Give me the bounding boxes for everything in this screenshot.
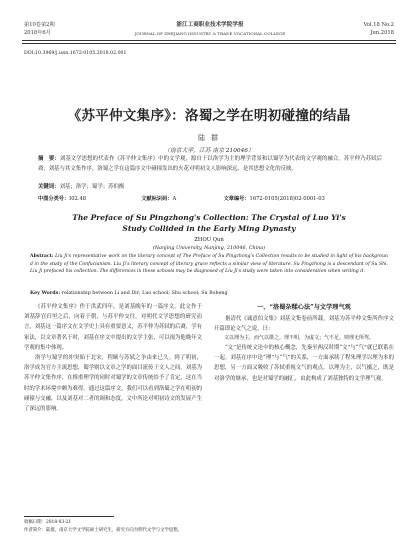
header-rule-thin <box>22 43 396 44</box>
journal-date: 2018年6月 <box>24 30 51 36</box>
body-paragraph: 《苏平仲文集序》作于洪武四年，是刘基晚年的一篇序文。此文作于刘基辞官归里之后，向着于朝，与苏平仲交往。对明代文学思想的研究而言，刘基这一篇序文在文学史上具有重要意义，苏平仲为苏轼的后裔，学有家法，以文章著名于时，刘基在序文中提出的文学主张，可以视为他晚年文学观的集中体现。 <box>24 304 202 351</box>
doccode-label: 文献标识码： <box>141 196 173 202</box>
doi: DOI:10.3969/j.issn.1672-0105.2018.02.001 <box>24 51 127 56</box>
abstract-en-text: Liu Ji's representative work on the literary concept of The Preface of Su Pingzhong's Collection results to be studied in light of his background in the study of the Confucianism. Liu Ji's literary concept of literary grace reflects a similar view of literature. Su Pingzhong is a descendant of Su Shi. Liu Ji prefaced his collection. The differences in these schools may be diagnosed of Liu Ji's study were taken into consideration when writing it. <box>30 254 388 275</box>
section-title: 一、“洛蜀杂糅心法”与文学理气观 <box>257 304 351 311</box>
footnote-author: 作者简介：陆群，南京大学文学院硕士研究生，研究方向为明代文学与文学思想。 <box>24 528 183 533</box>
abstract-cn <box>38 155 382 174</box>
body-paragraph: 据清代《诚意伯文集》刘基文集卷前所载，刘基为苏平仲文集所作序文开篇即论文气之说，曰： <box>214 316 394 333</box>
keywords-cn-label: 关键词： <box>38 184 60 190</box>
keywords-en-text: relationship between Li and Dir; Luo school; Shu school; Su Boheng <box>61 291 228 296</box>
doccode-value: A <box>172 196 177 202</box>
author-en: ZHOU Qun <box>194 237 224 243</box>
abstract-cn-text: 刘基文学思想的代表作《苏平仲文集序》中的文学观，源自于以洛学为主的理学背景和以蜀学为代表的文学观的融合。苏平仲乃苏轼后裔，刘基与其文集作序，洛蜀之学在这篇序文中碰撞发出的火花对明初文人影响深远，是其思想文化的反映。 <box>38 156 382 172</box>
journal-issue: 第10卷第2期 <box>24 22 55 28</box>
block-quote: 文以理为主，而气以摄之。理不明，为虚文；气不足，则理无所驾。 <box>224 335 375 342</box>
journal-month: Jun.2018 <box>370 30 394 36</box>
body-paragraph: “文”是传统文论中的核心概念，先秦至两汉时期“文”与“气”就已联系在一起。刘基在序中论“理”与“气”的关系，一方面承续了程朱理学以理为本的思想，另一方面又吸收了苏轼重视文气的观点。以理为主，以气摄之，既是对洛学的继承，也是对蜀学的融汇，由此构成了刘基独特的文学理气观。 <box>214 345 394 382</box>
abstract-cn-label: 摘 要： <box>38 156 60 162</box>
header-rule <box>22 40 396 41</box>
keywords-en-label: Key Words: <box>30 290 61 296</box>
affiliation-cn: （南京大学，江苏 南京 210046） <box>164 148 254 154</box>
article-title-cn: 《苏平仲文集序》：洛蜀之学在明初碰撞的结晶 <box>67 108 351 124</box>
keywords-en <box>30 290 228 296</box>
footnote-rule <box>24 516 114 517</box>
abstract-en <box>30 253 388 276</box>
article-no-value: 1672-0105(2018)02-0001-03 <box>249 196 325 202</box>
keywords-cn <box>38 183 382 193</box>
journal-volume: Vol.18 No.2 <box>363 22 394 28</box>
body-right-column <box>214 302 394 384</box>
footnote-received: 收稿日期：2018-03-21 <box>24 520 72 525</box>
article-no-label: 文章编号： <box>223 196 250 202</box>
journal-title: 浙江工商职业技术学院学报 <box>176 22 244 28</box>
affiliation-en: (Nanjing University, Nanjing, 210046, China) <box>152 245 266 251</box>
body-left-column <box>24 302 202 414</box>
keywords-cn-text: 刘基；洛学；蜀学；苏伯衡 <box>59 184 125 190</box>
classification-row <box>38 195 325 203</box>
author-cn: 陆 群 <box>198 134 220 142</box>
class-value: I02.48 <box>69 196 87 202</box>
abstract-en-label: Abstract: <box>30 254 54 259</box>
article-title-en: The Preface of Su Pingzhong's Collection: The Crystal of Luo Yi's Study Collided in the Early Ming Dynasty <box>72 213 346 233</box>
journal-title-en: JOURNAL OF ZHEJIANG INDUSTRY & TRADE VOCATIONAL COLLEGE <box>134 31 286 36</box>
class-label: 中图分类号： <box>38 196 70 202</box>
body-paragraph: 洛学与蜀学的冲突始于北宋，程颐与苏轼之争由来已久。到了明初，洛学成为官方主流思想，蜀学则以文章之学的面目流传于文人之间。刘基为苏平仲文集作序，在推重理学的同时对蜀学的文章传统给予了肯定，这在当时的学术环境中颇为难得。通过这篇序文，我们可以看到洛蜀之学在明初的碰撞与交融，以及刘基对二者的调和态度，文中所论对明初诗文的发展产生了深远的影响。 <box>24 355 202 413</box>
